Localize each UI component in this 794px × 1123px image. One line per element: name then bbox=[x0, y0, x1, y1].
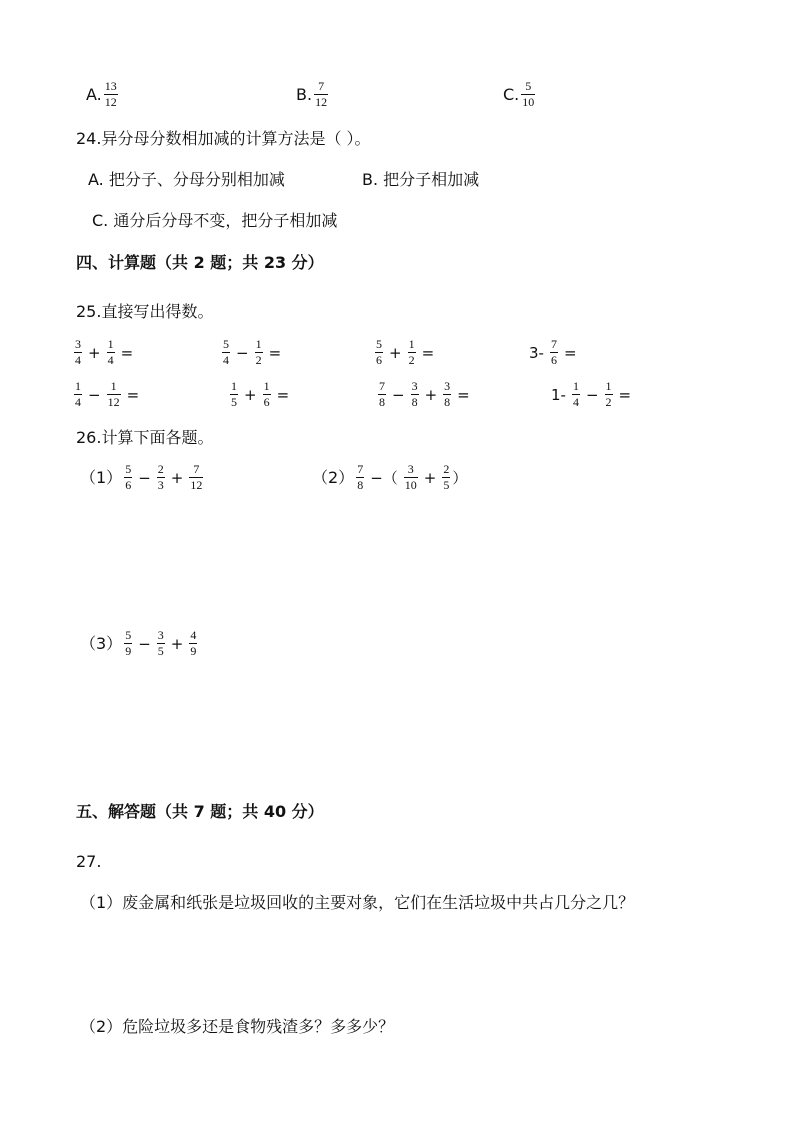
fraction: $\frac{7}{8}$ bbox=[357, 462, 364, 492]
fraction: $\frac{5}{9}$ bbox=[125, 628, 132, 658]
q25-expression-2 bbox=[220, 338, 285, 367]
option-label: C. bbox=[503, 84, 520, 104]
equals-sign: = bbox=[268, 343, 282, 362]
operator: + bbox=[88, 343, 101, 362]
operator: − bbox=[585, 385, 599, 404]
q25-expression-6 bbox=[228, 380, 293, 409]
closing-parenthesis: ） bbox=[452, 468, 468, 487]
equals-sign: = bbox=[421, 343, 435, 362]
whole-number: 3- bbox=[529, 343, 544, 362]
fraction: $\frac{1}{4}$ bbox=[572, 379, 579, 409]
q25-expression-8 bbox=[551, 380, 635, 409]
equals-sign: = bbox=[563, 343, 577, 362]
section-heading-word-problems: 五、解答题（共 7 题；共 40 分） bbox=[76, 802, 324, 821]
fraction: $\frac{5}{4}$ bbox=[223, 337, 229, 367]
operator: + bbox=[423, 468, 437, 487]
question-26-stem: 26.计算下面各题。 bbox=[76, 428, 214, 447]
question-24-option-a: A. 把分子、分母分别相加减 bbox=[88, 170, 285, 189]
q25-expression-1 bbox=[72, 338, 137, 367]
fraction: $\frac{2}{3}$ bbox=[157, 462, 164, 492]
fraction: $\frac{1}{2}$ bbox=[605, 379, 612, 409]
equals-sign: = bbox=[618, 385, 632, 404]
operator: + bbox=[244, 385, 257, 404]
q25-expression-4 bbox=[529, 338, 581, 367]
fraction: $\frac{7}{6}$ bbox=[550, 337, 557, 367]
option-label: A. bbox=[86, 84, 102, 104]
question-27-part-2: （2）危险垃圾多还是食物残渣多？多多少？ bbox=[80, 1017, 395, 1036]
fraction: $\frac{5}{6}$ bbox=[125, 462, 132, 492]
fraction: $\frac{7}{12}$ bbox=[190, 462, 203, 492]
q25-expression-3 bbox=[373, 338, 438, 367]
q25-expression-7 bbox=[376, 380, 474, 409]
fraction: $\frac{3}{8}$ bbox=[444, 379, 451, 409]
fraction: $\frac{3}{4}$ bbox=[75, 337, 81, 367]
fraction: $\frac{5}{6}$ bbox=[376, 337, 382, 367]
whole-number: 1- bbox=[551, 385, 566, 404]
question-24-option-c: C. 通分后分母不变，把分子相加减 bbox=[92, 211, 338, 230]
fraction: $\frac{1}{2}$ bbox=[408, 337, 415, 367]
fraction: $\frac{5}{10}$ bbox=[522, 79, 535, 109]
fraction: $\frac{1}{4}$ bbox=[75, 379, 81, 409]
problem-label: （3） bbox=[80, 633, 123, 653]
problem-label: （2） bbox=[312, 467, 355, 487]
equals-sign: = bbox=[457, 385, 470, 404]
equals-sign: = bbox=[120, 343, 134, 362]
fraction: $\frac{1}{4}$ bbox=[107, 337, 114, 367]
option-b-q23 bbox=[296, 80, 330, 109]
question-24-option-b: B. 把分子相加减 bbox=[362, 170, 480, 189]
operator: − bbox=[138, 468, 151, 487]
fraction: $\frac{1}{12}$ bbox=[107, 379, 120, 409]
fraction: $\frac{3}{8}$ bbox=[411, 379, 418, 409]
fraction: $\frac{1}{2}$ bbox=[255, 337, 262, 367]
q26-problem-1 bbox=[80, 463, 205, 492]
operator: + bbox=[389, 343, 402, 362]
problem-label: （1） bbox=[80, 467, 123, 487]
operator: − bbox=[236, 343, 249, 362]
fraction: $\frac{2}{5}$ bbox=[443, 462, 450, 492]
option-label: B. bbox=[296, 84, 313, 104]
operator: − bbox=[392, 385, 405, 404]
fraction: $\frac{7}{8}$ bbox=[379, 379, 385, 409]
operator: + bbox=[170, 634, 184, 653]
option-a-q23 bbox=[86, 80, 120, 109]
equals-sign: = bbox=[126, 385, 140, 404]
fraction: $\frac{3}{10}$ bbox=[404, 462, 417, 492]
question-25-stem: 25.直接写出得数。 bbox=[76, 302, 214, 321]
operator: + bbox=[170, 468, 184, 487]
question-27-part-1: （1）废金属和纸张是垃圾回收的主要对象，它们在生活垃圾中共占几分之几？ bbox=[80, 893, 635, 912]
fraction: $\frac{3}{5}$ bbox=[157, 628, 164, 658]
operator: − bbox=[138, 634, 151, 653]
fraction: $\frac{1}{5}$ bbox=[231, 379, 237, 409]
section-heading-calculation: 四、计算题（共 2 题；共 23 分） bbox=[76, 253, 324, 272]
operator: − bbox=[88, 385, 101, 404]
q26-problem-2 bbox=[312, 463, 471, 492]
fraction: $\frac{7}{12}$ bbox=[315, 79, 328, 109]
question-24-stem: 24.异分母分数相加减的计算方法是（ ）。 bbox=[76, 129, 371, 148]
equals-sign: = bbox=[276, 385, 290, 404]
fraction: $\frac{1}{6}$ bbox=[263, 379, 270, 409]
operator: −（ bbox=[370, 468, 398, 487]
question-27-stem: 27. bbox=[76, 852, 102, 871]
fraction: $\frac{13}{12}$ bbox=[104, 79, 117, 109]
fraction: $\frac{4}{9}$ bbox=[190, 628, 197, 658]
q25-expression-5 bbox=[72, 380, 143, 409]
option-c-q23 bbox=[503, 80, 537, 109]
q26-problem-3 bbox=[80, 629, 199, 658]
operator: + bbox=[424, 385, 438, 404]
